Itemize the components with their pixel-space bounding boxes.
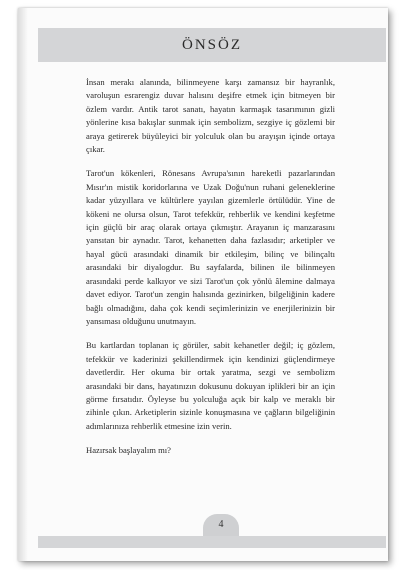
page-title: ÖNSÖZ bbox=[181, 37, 242, 53]
spine-shadow bbox=[18, 8, 28, 561]
paragraph-3: Bu kartlardan toplanan iç görüler, sabit kehanetler değil; iç gözlem, tefekkür ve kaderinizi şekillendirmek için kendinizi güçlendirmeye davetlerdir. Her okuma bir ortak yaratma, sezgi ve sembolizm arasındaki bir dans, hayatınızın dokusunu dokuyan iplikleri bir an için görme fırsatıdır. Öyleyse bu yolculuğa açık bir kalp ve meraklı bir zihinle çıkın. Arketiplerin sizinle konuşmasına ve çağların bilgeliğinin adımlarınıza rehberlik etmesine izin verin. bbox=[86, 340, 335, 431]
paragraph-4: Hazırsak başlayalım mı? bbox=[86, 445, 171, 456]
paragraph-1: İnsan merakı alanında, bilinmeyene karşı zamansız bir hayranlık, varoluşun esrarengiz duvar halısını deşifre etmek için bitmeyen bir özlem vardır. Antik tarot sanatı, hayatın karmaşık tasarımının gizli yönlerine kısa bakışlar sunmak için sembolizm, sezgiye iç gözlemi bir araya getirerek büyüleyici bir yolculuk olan bu arayışın içinde ortaya çıkar. bbox=[86, 77, 335, 155]
paragraph-2: Tarot'un kökenleri, Rönesans Avrupa'sının hareketli pazarlarından Mısır'ın mistik koridorlarına ve Uzak Doğu'nun ruhani geleneklerine kadar yüzyıllara ve kültürlere yayılan gizemlerle örtülüdür. Yine de kökeni ne olursa olsun, Tarot tefekkür, rehberlik ve kendini keşfetme için güçlü bir araç olarak ortaya çıkmıştır. Arayanın iç manzarasını yansıtan bir aynadır. Tarot, kehanetten daha fazlasıdır; arketipler ve hayal gücü arasındaki dinamik bir etkileşim, bilinç ve bilinçaltı arasındaki bir diyalogdur. Bu sayfalarda, bilinen ile bilinmeyen arasındaki perde kalkıyor ve sizi Tarot'un çok yönlü âlemine dalmaya davet ediyor. Tarot'un zengin halısında gezinirken, bilgeliğinin kadere bağlı olmadığını, daha çok kendi seçimlerinizin ve enerjilerinizin bir yansıması olduğunu unutmayın. bbox=[86, 168, 335, 326]
page-body bbox=[86, 76, 335, 469]
book-page bbox=[18, 8, 388, 561]
page-number: 4 bbox=[218, 519, 224, 530]
page-number-tab bbox=[203, 514, 239, 538]
header-band bbox=[38, 28, 386, 62]
footer-band bbox=[38, 536, 386, 548]
